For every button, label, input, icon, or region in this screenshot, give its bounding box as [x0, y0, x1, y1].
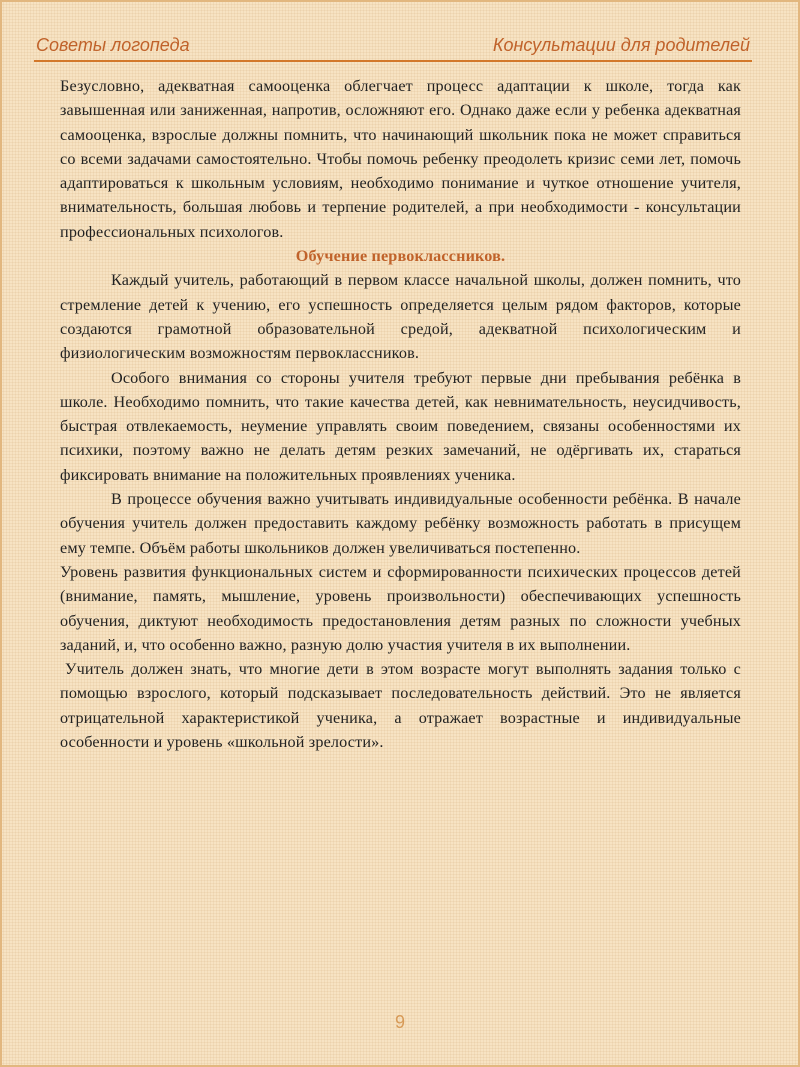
- page-number: 9: [394, 1012, 405, 1032]
- header-right-title: Консультации для родителей: [492, 35, 750, 55]
- paragraph-attention: Особого внимания со стороны учителя требуют первые дни пребывания ребёнка в школе. Необходимо помнить, что такие качества детей, как невнимательность, неусидчивость, быстрая отвлекаемость, неумение управлять своим поведением, связаны особенностями их психики, поэтому важно не делать детям резких замечаний, не одёргивать их, стараться фиксировать внимание на положительных проявлениях ученика.: [60, 368, 741, 484]
- paragraph-development-level: Уровень развития функциональных систем и сформированности психических процессов детей (внимание, память, мышление, уровень произвольности) обеспечивающих успешность обучения, диктуют необходимость предостановления детям разных по сложности учебных заданий, и, что особенно важно, разную долю участия учителя в их выполнении.: [60, 562, 741, 654]
- document-body: [60, 74, 741, 754]
- paragraph-help: Учитель должен знать, что многие дети в этом возрасте могут выполнять задания только с помощью взрослого, который подсказывает последовательность действий. Это не является отрицательной характеристикой ученика, а отражает возрастные и индивидуальные особенности и уровень «школьной зрелости».: [60, 660, 741, 752]
- page-header: [34, 34, 752, 62]
- paragraph-teacher: Каждый учитель, работающий в первом классе начальной школы, должен помнить, что стремление детей к учению, его успешность определяется целым рядом факторов, которые создаются грамотной образовательной средой, адекватной психологическим и физиологическим возможностям первоклассников.: [60, 271, 741, 363]
- section-title: Обучение первоклассников.: [295, 247, 506, 266]
- paragraph-intro: Безусловно, адекватная самооценка облегчает процесс адаптации к школе, тогда как завышенная или заниженная, напротив, осложняют его. Однако даже если у ребенка адекватная самооценка, взрослые должны помнить, что начинающий школьник пока не может справиться со всеми задачами самостоятельно. Чтобы помочь ребенку преодолеть кризис семи лет, помочь адаптироваться к школьным условиям, необходимо понимание и чуткое отношение учителя, внимательность, большая любовь и терпение родителей, а при необходимости - консультации профессиональных психологов.: [60, 77, 741, 241]
- header-left-title: Советы логопеда: [36, 35, 190, 55]
- paragraph-individual: В процессе обучения важно учитывать индивидуальные особенности ребёнка. В начале обучения учитель должен предоставить каждому ребёнку возможность работать в присущем ему темпе. Объём работы школьников должен увеличиваться постепенно.: [60, 490, 741, 557]
